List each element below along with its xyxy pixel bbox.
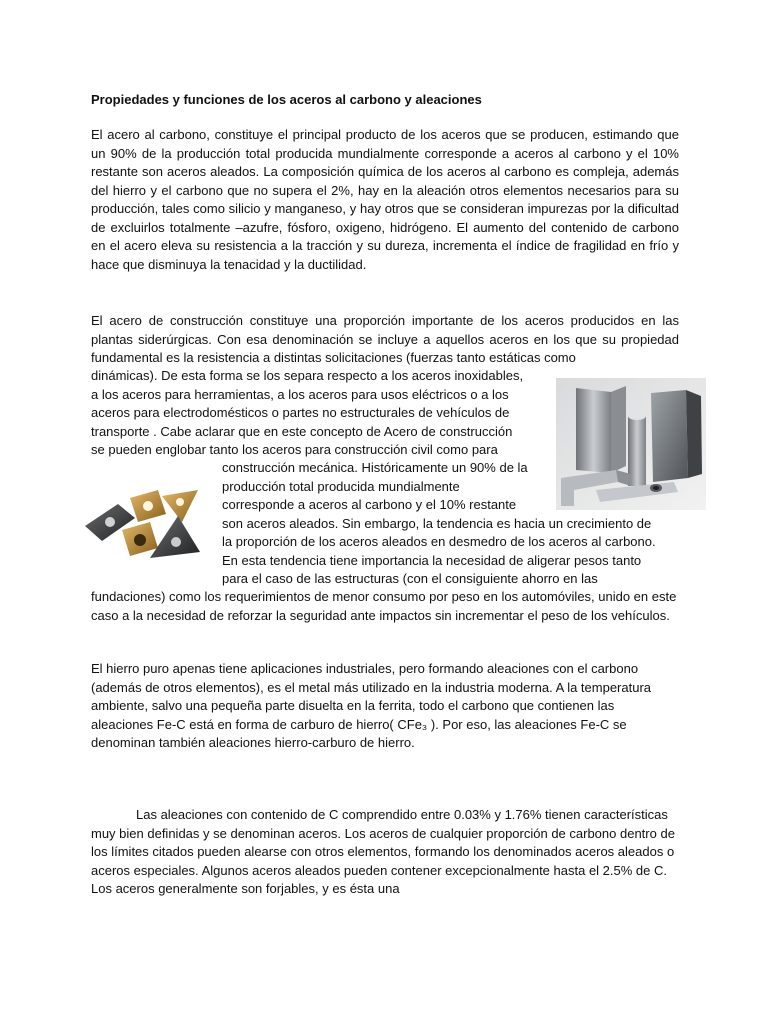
paragraph-2-end: fundaciones) como los requerimientos de menor consumo por peso en los automóviles, unido en este caso a la necesidad de reforzar la seguridad ante impactos sin incrementar el peso de los vehículos. — [91, 589, 677, 623]
text-line: se pueden englobar tanto los aceros para construcción civil como para — [91, 442, 498, 457]
text-line: a los aceros para herramientas, a los aceros para usos eléctricos o a los — [91, 386, 509, 402]
text-line: En esta tendencia tiene importancia la necesidad de aligerar pesos tanto — [222, 552, 642, 568]
text-line: aceros para electrodomésticos o partes no estructurales de vehículos de — [91, 405, 510, 420]
paragraph-3: El hierro puro apenas tiene aplicaciones industriales, pero formando aleaciones con el carbono (además de otros elementos), es el metal más utilizado en la industria moderna. A la temperatura ambiente, salvo una pequeña parte disuelta en la ferrita, todo el carbono que contienen las aleaciones Fe-C está en forma de carburo de hierro( CFe₃ ). Por eso, las aleaciones Fe-C se denominan también aleaciones hierro-carburo de hierro. — [91, 661, 652, 750]
cutting-inserts-image — [80, 486, 215, 566]
text-line: son aceros aleados. Sin embargo, la tendencia es hacia un crecimiento de — [222, 515, 652, 531]
carbide-inserts-photo — [80, 486, 215, 566]
text-line: para el caso de las estructuras (con el consiguiente ahorro en las — [222, 571, 598, 586]
text-line: construcción mecánica. Históricamente un 90% de la — [222, 460, 528, 475]
text-line: la proporción de los aceros aleados en desmedro de los aceros al carbono. — [222, 534, 656, 549]
paragraph-2-intro: El acero de construcción constituye una proporción importante de los aceros producidos en las plantas siderúrgicas. Con esa denominación se incluye a aquellos aceros en los que su propiedad fundamental es la resistencia a distintas solicitaciones (fuerzas tanto estáticas como — [91, 313, 679, 365]
text-line: transporte . Cabe aclarar que en este concepto de Acero de construcción — [91, 423, 513, 439]
text-line: producción total producida mundialmente — [222, 478, 460, 494]
paragraph-1: El acero al carbono, constituye el principal producto de los aceros que se producen, estimando que un 90% de la producción total producida mundialmente corresponde a aceros al carbono y el 10% restante son aceros aleados. La composición química de los aceros al carbono es compleja, además del hierro y el carbono que no supera el 2%, hay en la aleación otros elementos necesarios para su producción, tales como silicio y manganeso, y hay otros que se consideran impurezas por la dificultad de excluirlos totalmente –azufre, fósforo, oxigeno, hidrógeno. El aumento del contenido de carbono en el acero eleva su resistencia a la tracción y su dureza, incrementa el índice de fragilidad en frío y hace que disminuya la tenacidad y la ductilidad. — [91, 127, 679, 272]
paragraph-2-left-column — [91, 367, 546, 460]
paragraph-4: Las aleaciones con contenido de C comprendido entre 0.03% y 1.76% tienen características muy bien definidas y se denominan aceros. Los aceros de cualquier proporción de carbono dentro de los límites citados pueden alearse con otros elementos, formando los denominados aceros aleados o aceros especiales. Algunos aceros aleados pueden contener excepcionalmente hasta el 2.5% de C. Los aceros generalmente son forjables, y es ésta una — [91, 807, 675, 896]
steel-profiles-image — [556, 378, 706, 510]
steel-profiles-photo — [556, 378, 706, 510]
text-line: dinámicas). De esta forma se los separa respecto a los aceros inoxidables, — [91, 368, 524, 383]
document-title: Propiedades y funciones de los aceros al carbono y aleaciones — [91, 92, 482, 107]
text-line: corresponde a aceros al carbono y el 10% restante — [222, 497, 517, 512]
